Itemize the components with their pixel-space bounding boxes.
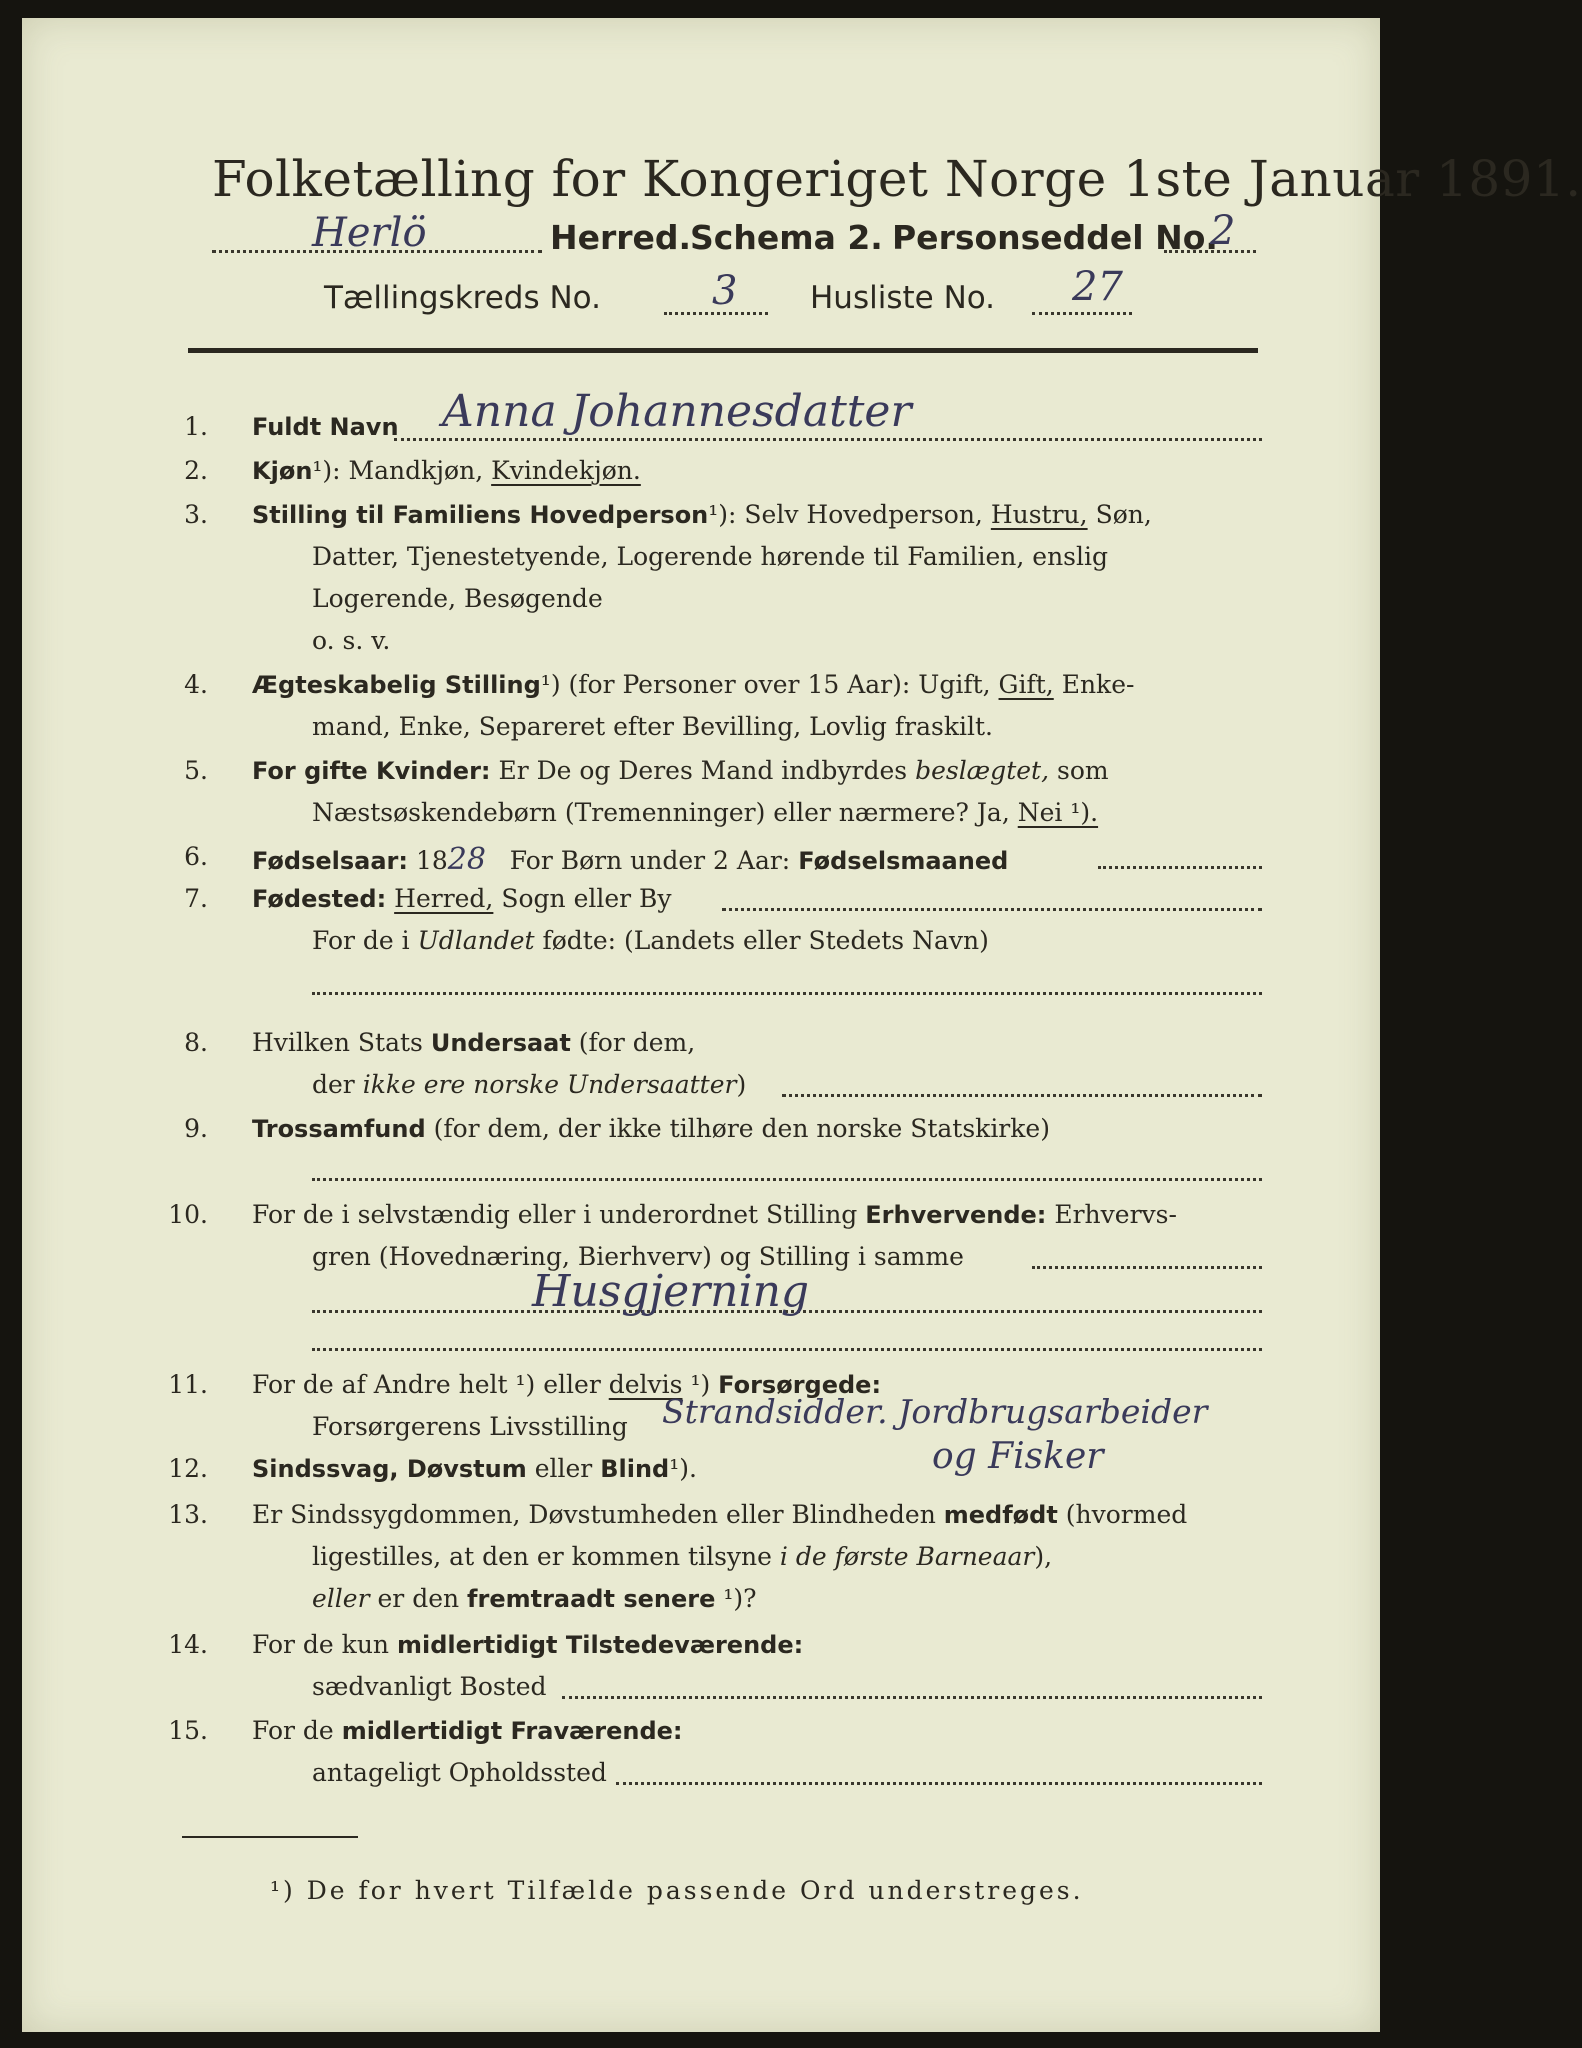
q15-dotted-line: [616, 1782, 1262, 1785]
q10-dotted-line: [1032, 1266, 1262, 1269]
q7-dotted-line2: [312, 992, 1262, 995]
q6-label2: Fødselsmaaned: [798, 847, 1009, 875]
personseddel-handwritten-value: 2: [1210, 208, 1236, 254]
q7-selected: Herred,: [394, 884, 494, 913]
q7-label: Fødested:: [252, 885, 387, 913]
footnote: ¹) De for hvert Tilfælde passende Ord understreges.: [270, 1876, 1084, 1905]
q5-line2: Næstsøskendebørn (Tremenninger) eller nærmere? Ja, Nei ¹).: [312, 798, 1099, 827]
q13-line2: ligestilles, at den er kommen tilsyne i de første Barneaar),: [312, 1542, 1053, 1571]
q6-number: 6.: [184, 842, 208, 871]
q12-label: Sindssvag, Døvstum: [252, 1455, 527, 1483]
q14-dotted-line: [562, 1696, 1262, 1699]
q9-line: Trossamfund (for dem, der ikke tilhøre den norske Statskirke): [252, 1114, 1050, 1143]
q1-handwritten-name: Anna Johannesdatter: [442, 386, 912, 437]
husliste-label: Husliste No.: [810, 280, 996, 316]
form-title: Folketælling for Kongeriget Norge 1ste Januar 1891.: [212, 150, 1582, 208]
husliste-handwritten-value: 27: [1072, 264, 1123, 310]
q6-dotted-line: [1098, 866, 1262, 869]
q12-line: Sindssvag, Døvstum eller Blind¹).: [252, 1454, 697, 1483]
q13-label2: fremtraadt senere: [467, 1585, 716, 1613]
q3-label: Stilling til Familiens Hovedperson: [252, 501, 709, 529]
q11-label: Forsørgede:: [718, 1371, 882, 1399]
q13-number: 13.: [168, 1500, 208, 1529]
q10-line1: For de i selvstændig eller i underordnet Stilling Erhvervende: Erhvervs-: [252, 1200, 1177, 1229]
q2-line: Kjøn¹): Mandkjøn, Kvindekjøn.: [252, 456, 641, 485]
q11-line2: Forsørgerens Livsstilling: [312, 1412, 628, 1441]
q7-number: 7.: [184, 884, 208, 913]
q8-label: Undersaat: [430, 1029, 571, 1057]
krets-handwritten-value: 3: [712, 268, 738, 314]
q15-line2: antageligt Opholdssted: [312, 1758, 607, 1787]
q11-selected: delvis: [608, 1370, 683, 1399]
q4-line2: mand, Enke, Separeret efter Bevilling, Lovlig fraskilt.: [312, 712, 993, 741]
herred-label: Herred.: [550, 218, 692, 257]
q15-number: 15.: [168, 1716, 208, 1745]
q10-handwritten-occupation: Husgjerning: [532, 1266, 810, 1317]
q8-dotted-line: [782, 1094, 1262, 1097]
q6-label: Fødselsaar:: [252, 847, 408, 875]
header-divider: [188, 348, 1258, 353]
q10-dotted-line3: [312, 1348, 1262, 1351]
q11-line1: For de af Andre helt ¹) eller delvis ¹) Forsørgede:: [252, 1370, 882, 1399]
q5-label: For gifte Kvinder:: [252, 757, 491, 785]
personseddel-label: Personseddel No.: [892, 218, 1218, 257]
q8-line2: der ikke ere norske Undersaatter): [312, 1070, 747, 1099]
q9-label: Trossamfund: [252, 1115, 426, 1143]
q4-number: 4.: [184, 670, 208, 699]
q3-selected: Hustru,: [990, 500, 1088, 529]
q7-line2: For de i Udlandet fødte: (Landets eller Stedets Navn): [312, 926, 989, 955]
husliste-dotted-line: [1032, 312, 1132, 315]
q2-label: Kjøn: [252, 457, 313, 485]
q2-number: 2.: [184, 456, 208, 485]
q10-line2: gren (Hovednæring, Bierhverv) og Stilling i samme: [312, 1242, 964, 1271]
q7-line1: Fødested: Herred, Sogn eller By: [252, 884, 672, 913]
q6-line: Fødselsaar: 1828 For Børn under 2 Aar: Fødselsmaaned: [252, 842, 1009, 877]
krets-label: Tællingskreds No.: [324, 280, 601, 316]
q3-line2: Datter, Tjenestetyende, Logerende hørende til Familien, enslig: [312, 542, 1109, 571]
q5-number: 5.: [184, 756, 208, 785]
q3-line1: Stilling til Familiens Hovedperson¹): Selv Hovedperson, Hustru, Søn,: [252, 500, 1152, 529]
schema-label: Schema 2.: [690, 218, 883, 257]
q4-label: Ægteskabelig Stilling: [252, 671, 541, 699]
q4-selected: Gift,: [998, 670, 1054, 699]
q11-handwritten-provider: Strandsidder. Jordbrugsarbeider: [662, 1392, 1208, 1431]
q1-label: Fuldt Navn: [252, 413, 399, 441]
q12-handwritten-continuation: og Fisker: [932, 1436, 1104, 1477]
q14-line1: For de kun midlertidigt Tilstedeværende:: [252, 1630, 804, 1659]
q14-number: 14.: [168, 1630, 208, 1659]
census-form-sheet: [22, 18, 1582, 2032]
q14-label: midlertidigt Tilstedeværende:: [396, 1631, 804, 1659]
q15-line1: For de midlertidigt Fraværende:: [252, 1716, 683, 1745]
q13-label: medfødt: [943, 1501, 1058, 1529]
footnote-divider: [182, 1836, 358, 1838]
q3-number: 3.: [184, 500, 208, 529]
q10-number: 10.: [168, 1200, 208, 1229]
q15-label: midlertidigt Fraværende:: [341, 1717, 683, 1745]
q9-dotted-line: [312, 1178, 1262, 1181]
q3-line4: o. s. v.: [312, 626, 391, 655]
q5-line1: For gifte Kvinder: Er De og Deres Mand indbyrdes beslægtet, som: [252, 756, 1109, 785]
q11-number: 11.: [168, 1370, 208, 1399]
q13-line3: eller er den fremtraadt senere ¹)?: [312, 1584, 757, 1613]
q3-line3: Logerende, Besøgende: [312, 584, 603, 613]
q1-number: 1.: [184, 412, 208, 441]
q14-line2: sædvanligt Bosted: [312, 1672, 547, 1701]
q10-label: Erhvervende:: [865, 1201, 1047, 1229]
q4-line1: Ægteskabelig Stilling¹) (for Personer over 15 Aar): Ugift, Gift, Enke-: [252, 670, 1135, 699]
q8-number: 8.: [184, 1028, 208, 1057]
q2-selected: Kvindekjøn.: [491, 456, 641, 485]
q6-handwritten-year: 28: [447, 842, 486, 877]
q12-number: 12.: [168, 1454, 208, 1483]
q12-label2: Blind: [600, 1455, 670, 1483]
q13-line1: Er Sindssygdommen, Døvstumheden eller Blindheden medfødt (hvormed: [252, 1500, 1188, 1529]
q7-dotted-line: [722, 908, 1262, 911]
q9-number: 9.: [184, 1114, 208, 1143]
q8-line1: Hvilken Stats Undersaat (for dem,: [252, 1028, 696, 1057]
q1-dotted-line: [394, 438, 1262, 441]
herred-handwritten-value: Herlö: [312, 210, 427, 256]
q5-selected: Nei ¹).: [1017, 798, 1099, 827]
